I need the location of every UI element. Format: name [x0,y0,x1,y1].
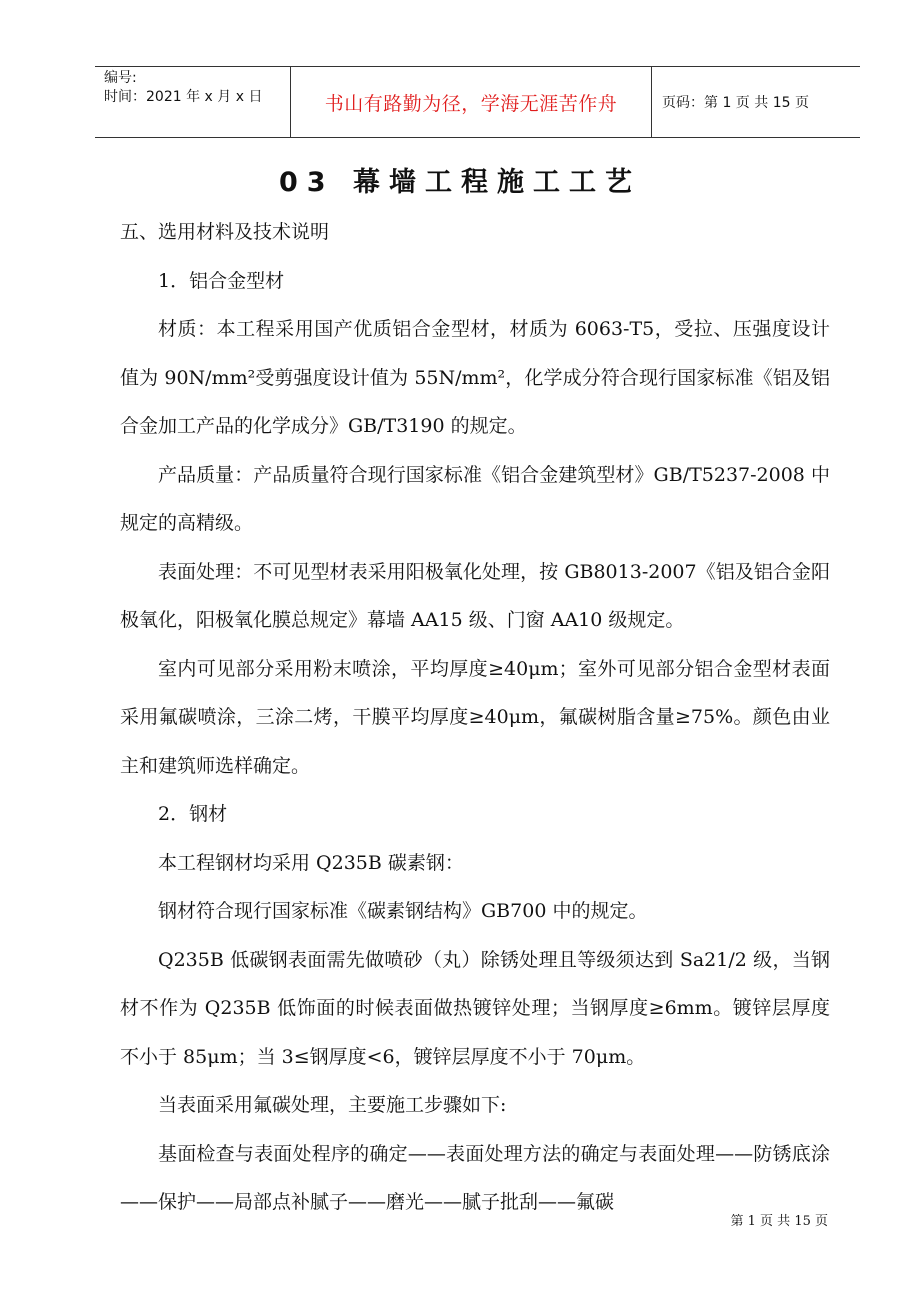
paragraph: 钢材符合现行国家标准《碳素钢结构》GB700 中的规定。 [158,900,648,922]
paragraph: 表面处理：不可见型材表采用阳极氧化处理，按 GB8013-2007《铝及铝合金阳极氧化，阳极氧化膜总规定》幕墙 AA15 级、门窗 AA10 级规定。 [120,560,830,631]
page-header [95,66,860,138]
section-heading: 五、选用材料及技术说明 [120,221,330,243]
subsection-heading: 2．钢材 [158,803,228,825]
paragraph: 本工程钢材均采用 Q235B 碳素钢： [158,851,464,874]
paragraph: 室内可见部分采用粉末喷涂，平均厚度≥40μm；室外可见部分铝合金型材表面采用氟碳喷涂，三涂二烤，干膜平均厚度≥40μm，氟碳树脂含量≥75%。颜色由业主和建筑师选样确定。 [120,657,830,777]
paragraph: 基面检查与表面处程序的确定——表面处理方法的确定与表面处理——防锈底涂——保护——局部点补腻子——磨光——腻子批刮——氟碳 [120,1142,830,1213]
paragraph: 材质：本工程采用国产优质铝合金型材，材质为 6063-T5，受拉、压强度设计值为 90N/mm²受剪强度设计值为 55N/mm²，化学成分符合现行国家标准《铝及铝合金加工产品的化学成分》GB/T3190 的规定。 [120,318,830,437]
paragraph: 当表面采用氟碳处理，主要施工步骤如下: [158,1094,507,1116]
document-body [120,208,830,1227]
document-title: 03 幕墙工程施工工艺 [279,167,641,198]
header-page-label: 页码：第 1 页 共 15 页 [662,95,809,111]
page-footer: 第 1 页 共 15 页 [730,1214,828,1229]
serial-label: 编号: [104,70,137,86]
paragraph: Q235B 低碳钢表面需先做喷砂（丸）除锈处理且等级须达到 Sa21/2 级，当钢材不作为 Q235B 低饰面的时候表面做热镀锌处理；当钢厚度≥6mm。镀锌层厚度不小于 85μm；当 3≤钢厚度<6，镀锌层厚度不小于 70μm。 [120,948,830,1068]
header-motto: 书山有路勤为径，学海无涯苦作舟 [290,67,652,137]
paragraph: 产品质量：产品质量符合现行国家标准《铝合金建筑型材》GB/T5237-2008 中规定的高精级。 [120,463,830,534]
header-meta [95,67,290,137]
time-label: 时间：2021 年 x 月 x 日 [104,89,263,105]
subsection-heading: 1．铝合金型材 [158,269,285,292]
